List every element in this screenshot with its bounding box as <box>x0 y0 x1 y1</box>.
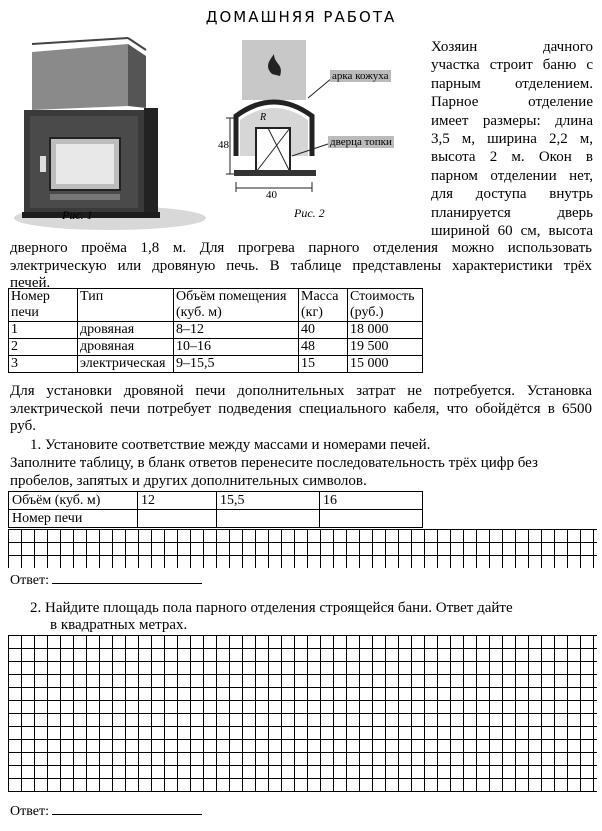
task2-text <box>30 600 513 634</box>
task1-answer <box>10 569 202 589</box>
intro-paragraph-right <box>431 38 593 240</box>
table-cell: дровяная <box>78 339 174 356</box>
table-cell: 16 <box>320 492 423 510</box>
intro-line: парном отделении нет, <box>431 167 593 184</box>
header-cell: Тип <box>78 289 174 322</box>
task1-instructions <box>10 455 592 490</box>
answer-input-line[interactable] <box>52 569 202 584</box>
table-cell: 10–16 <box>174 339 299 356</box>
header-cell: Объём помещения (куб. м) <box>174 289 299 322</box>
task1-text: 1. Установите соответствие между массами и номерами печей. <box>30 437 431 453</box>
task2-work-grid[interactable] <box>8 635 597 792</box>
intro-line: планируется дверь <box>431 204 593 221</box>
table-row <box>9 322 423 339</box>
stove-photo-image <box>10 36 210 236</box>
fig2-label-door: дверца топки <box>330 136 392 148</box>
intro-line: 3,5 м, ширина 2,2 м, <box>431 131 593 148</box>
table-row <box>9 492 423 510</box>
task1-work-grid[interactable] <box>8 529 597 568</box>
task1-instr-line: пробелов, запятых и других дополнительных символов. <box>10 472 367 489</box>
intro-line: имеет размеры: длина <box>431 112 593 129</box>
fig1-caption: Рис. 1 <box>62 208 93 222</box>
intro-line: Парное отделение <box>431 94 593 111</box>
note-line: руб. <box>10 418 36 434</box>
intro-paragraph-full <box>10 240 592 293</box>
table-cell: электрическая <box>78 356 174 373</box>
table-cell: 40 <box>299 322 348 339</box>
intro-line: дверного проёма 1,8 м. Для прогрева парного отделения можно использовать <box>10 240 592 256</box>
table-cell: 2 <box>9 339 78 356</box>
table-cell: 15 000 <box>348 356 423 373</box>
note-paragraph <box>10 383 592 436</box>
answer-cell[interactable] <box>217 510 320 528</box>
figure-1 <box>10 36 210 236</box>
fig2-dim-width: 40 <box>266 189 277 201</box>
table-cell: 9–15,5 <box>174 356 299 373</box>
fig2-caption: Рис. 2 <box>294 206 325 220</box>
intro-line: печей. <box>10 275 51 291</box>
answer-label: Ответ: <box>10 804 49 819</box>
fig2-dim-height: 48 <box>218 139 229 151</box>
note-line: Для установки дровяной печи дополнительных затрат не потребуется. Установка <box>10 383 592 399</box>
answer-input-line[interactable] <box>52 800 202 815</box>
intro-line: электрическую или дровяную печь. В таблице представлены характеристики трёх <box>10 257 592 274</box>
note-line: электрической печи потребует подведения специального кабеля, что обойдётся в 6500 <box>10 400 592 417</box>
page-title: ДОМАШНЯЯ РАБОТА <box>205 8 397 26</box>
intro-line: парным отделением. <box>431 75 593 92</box>
table-row <box>9 356 423 373</box>
task1-instr-line: Заполните таблицу, в бланк ответов перенесите последовательность трёх цифр без <box>10 455 538 471</box>
task2-line: 2. Найдите площадь пола парного отделения строящейся бани. Ответ дайте <box>30 600 513 616</box>
table-cell: 15 <box>299 356 348 373</box>
intro-line: шириной 60 см, высота <box>431 223 593 240</box>
header-cell: Стоимость (руб.) <box>348 289 423 322</box>
answer-label: Ответ: <box>10 573 49 588</box>
figure-2 <box>218 36 428 236</box>
table-cell: 3 <box>9 356 78 373</box>
table-row <box>9 339 423 356</box>
header-cell: Масса (кг) <box>299 289 348 322</box>
row-label: Номер печи <box>9 510 138 528</box>
table-header-row <box>9 289 423 322</box>
intro-line: участка строит баню с <box>431 57 593 74</box>
stove-table <box>8 288 423 373</box>
intro-line: высота 2 м. Окон в <box>431 149 593 166</box>
task2-answer <box>10 800 202 820</box>
fig2-label-arch: арка кожуха <box>332 70 389 82</box>
table-cell: 1 <box>9 322 78 339</box>
row-label: Объём (куб. м) <box>9 492 138 510</box>
task2-line: в квадратных метрах. <box>50 617 188 633</box>
table-cell: 18 000 <box>348 322 423 339</box>
fig2-dim-r: R <box>260 112 267 123</box>
table-cell: дровяная <box>78 322 174 339</box>
table-cell: 8–12 <box>174 322 299 339</box>
table-cell: 15,5 <box>217 492 320 510</box>
table-cell: 48 <box>299 339 348 356</box>
answer-cell[interactable] <box>138 510 217 528</box>
header-cell: Номер печи <box>9 289 78 322</box>
answer-cell[interactable] <box>320 510 423 528</box>
table-cell: 12 <box>138 492 217 510</box>
intro-line: Хозяин дачного <box>431 39 593 55</box>
intro-line: для доступа внутрь <box>431 186 593 203</box>
task1-match-table <box>8 491 423 528</box>
table-cell: 19 500 <box>348 339 423 356</box>
table-row <box>9 510 423 528</box>
